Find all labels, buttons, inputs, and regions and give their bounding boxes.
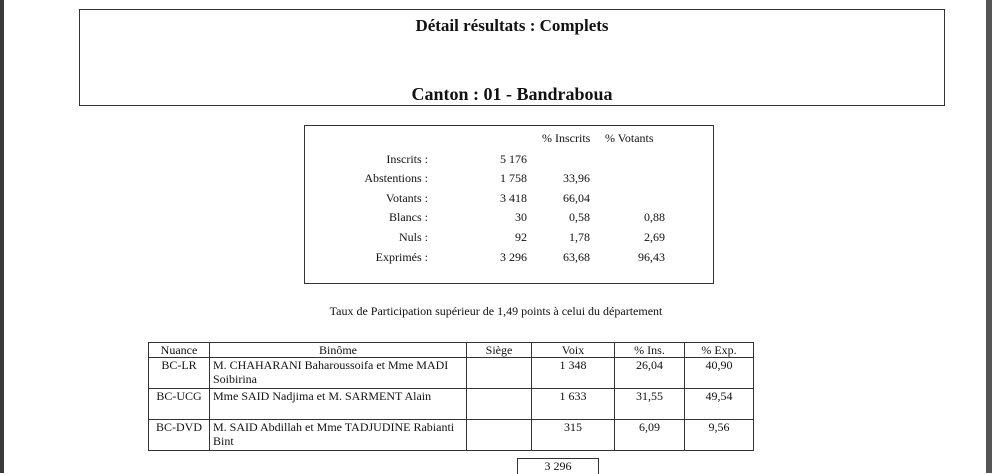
total-voix: 3 296 xyxy=(517,458,599,474)
cell-siege xyxy=(467,358,532,389)
cell-pct-ins: 26,04 xyxy=(615,358,685,389)
cell-pct-exp: 49,54 xyxy=(685,389,754,420)
stat-row-exprimes xyxy=(305,250,713,268)
cell-nuance: BC-DVD xyxy=(149,420,210,451)
stats-box xyxy=(304,125,714,284)
page-left-edge xyxy=(0,0,4,473)
header-voix: Voix xyxy=(532,343,615,358)
stat-pct-votants: 2,69 xyxy=(644,230,665,244)
stat-value: 5 176 xyxy=(500,152,527,166)
header-box xyxy=(79,9,945,106)
stat-pct-inscrits: 1,78 xyxy=(569,230,590,244)
stat-label: Abstentions : xyxy=(364,171,428,185)
header-pct-ins: % Ins. xyxy=(615,343,685,358)
stat-row-nuls xyxy=(305,230,713,248)
table-row xyxy=(149,358,754,389)
results-table xyxy=(148,342,754,451)
canton-title: Canton : 01 - Bandraboua xyxy=(411,84,613,104)
cell-pct-exp: 9,56 xyxy=(685,420,754,451)
table-row xyxy=(149,420,754,451)
page-right-edge xyxy=(986,0,992,473)
results-header-row xyxy=(149,343,754,358)
stat-label: Blancs : xyxy=(389,210,428,224)
header-siege: Siège xyxy=(467,343,532,358)
stat-pct-votants: 96,43 xyxy=(638,250,665,264)
cell-siege xyxy=(467,420,532,451)
cell-voix: 1 348 xyxy=(532,358,615,389)
stat-row-abstentions xyxy=(305,171,713,189)
header-pct-exp: % Exp. xyxy=(685,343,754,358)
stat-value: 30 xyxy=(515,210,527,224)
cell-binome: Mme SAID Nadjima et M. SARMENT Alain xyxy=(210,389,467,420)
cell-siege xyxy=(467,389,532,420)
stat-label: Nuls : xyxy=(398,230,428,244)
cell-pct-ins: 6,09 xyxy=(615,420,685,451)
stat-value: 3 418 xyxy=(500,191,527,205)
stat-pct-inscrits: 33,96 xyxy=(563,171,590,185)
participation-note: Taux de Participation supérieur de 1,49 points à celui du département xyxy=(329,304,663,318)
stat-label: Exprimés : xyxy=(375,250,428,264)
cell-pct-exp: 40,90 xyxy=(685,358,754,389)
stat-value: 3 296 xyxy=(500,250,527,264)
table-row xyxy=(149,389,754,420)
col-header-pct-votants: % Votants xyxy=(605,131,654,145)
header-nuance: Nuance xyxy=(149,343,210,358)
cell-nuance: BC-LR xyxy=(149,358,210,389)
cell-nuance: BC-UCG xyxy=(149,389,210,420)
page-title: Détail résultats : Complets xyxy=(415,16,609,35)
cell-pct-ins: 31,55 xyxy=(615,389,685,420)
cell-voix: 315 xyxy=(532,420,615,451)
stat-row-votants xyxy=(305,191,713,209)
cell-binome: M. SAID Abdillah et Mme TADJUDINE Rabianti Bint xyxy=(210,420,467,451)
stat-row-inscrits xyxy=(305,152,713,170)
stat-pct-inscrits: 0,58 xyxy=(569,210,590,224)
stat-row-blancs xyxy=(305,210,713,228)
stat-label: Votants : xyxy=(385,191,428,205)
cell-binome: M. CHAHARANI Baharoussoifa et Mme MADI Soibirina xyxy=(210,358,467,389)
stat-pct-inscrits: 63,68 xyxy=(563,250,590,264)
stat-value: 92 xyxy=(515,230,527,244)
stat-pct-inscrits: 66,04 xyxy=(563,191,590,205)
header-binome: Binôme xyxy=(210,343,467,358)
col-header-pct-inscrits: % Inscrits xyxy=(542,131,591,145)
stat-value: 1 758 xyxy=(500,171,527,185)
cell-voix: 1 633 xyxy=(532,389,615,420)
stat-pct-votants: 0,88 xyxy=(644,210,665,224)
stat-label: Inscrits : xyxy=(386,152,428,166)
